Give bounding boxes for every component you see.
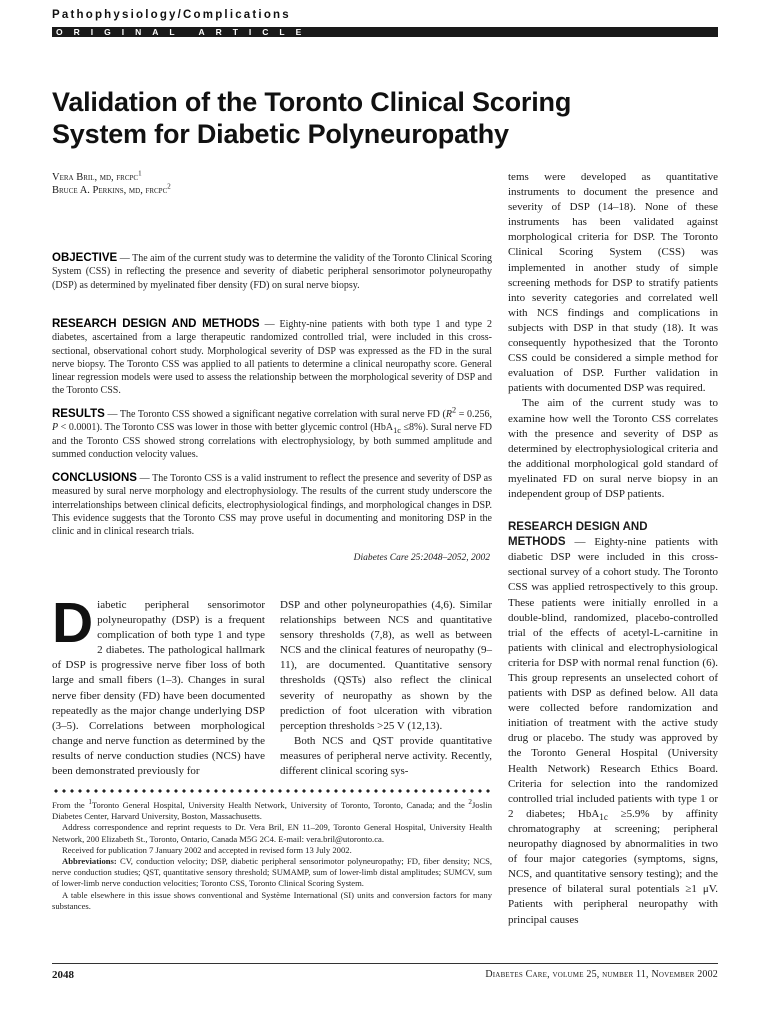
abstract-conclusions bbox=[52, 472, 492, 538]
results-text-3: < 0.0001). The Toronto CSS was lower in those with better glycemic control (HbA bbox=[58, 422, 394, 434]
objective-heading: OBJECTIVE bbox=[52, 252, 118, 264]
table-note: A table elsewhere in this issue shows conventional and Système International (SI) units and conversion factors for many substances. bbox=[52, 889, 492, 911]
correspondence-address: Address correspondence and reprint requests to Dr. Vera Bril, EN 11–209, Toronto General Hospital, University Health Network, 200 Elizabeth St., Toronto, Ontario, Canada M5G 2C4. E-mail: vera.bril@utoronto.ca. bbox=[52, 822, 492, 844]
footnote-separator bbox=[52, 788, 492, 794]
author-1-affil: 1 bbox=[138, 169, 142, 178]
affil-text-b: Toronto General Hospital, University Health Network, University of Toronto, Toronto, Canada; and the bbox=[91, 800, 469, 810]
methods-heading: RESEARCH DESIGN AND METHODS bbox=[52, 318, 260, 330]
affil-text-c: Joslin Diabetes Center, Harvard University, Boston, Massachusetts. bbox=[52, 800, 492, 822]
methods-paragraph-a: — Eighty-nine patients with diabetic DSP were included in this cross-sectional survey of a cohort study. The Toronto CSS was applied retrospectively to this group. These patients were initially enrolled in a double-blind, randomized, placebo-controlled trial of the effects of acetyl-L-carnitine in patients with clinical and electrophysiological criteria for DSP with normal renal function (6). This group represents an unselected cohort of patients with DSP as defined below. All data were collected before randomization and initiation of treatment with the active study drug or placebo. The study was approved by the Toronto General Hospital (University Health Network) Research Ethics Board. Criteria for selection into the randomized controlled trial included patients with type 1 or 2 diabetes; HbA bbox=[508, 536, 718, 820]
results-text-4: ≤8%). Sural nerve FD and the Toronto CSS showed strong correlations with electrophysiology, by both summed amplitude and summed conduction velocity values. bbox=[52, 422, 493, 460]
article-type-bar: ORIGINAL ARTICLE bbox=[52, 27, 718, 37]
author-1: Vera Bril, md, frcpc bbox=[52, 172, 139, 183]
author-2: Bruce A. Perkins, md, frcpc bbox=[52, 185, 168, 196]
body-column-1 bbox=[52, 591, 265, 779]
abstract-methods bbox=[52, 318, 492, 398]
abstract-results bbox=[52, 405, 493, 461]
intro-paragraph-5: The aim of the current study was to examine how well the Toronto CSS correlates with the presence and severity of DSP as determined by electrophysiological criteria and the additional morphological gold standard of myelinated FD on sural nerve biopsy in an independent group of DSP patients. bbox=[508, 397, 718, 500]
author-list bbox=[52, 171, 171, 197]
methods-section-heading-2: METHODS bbox=[508, 536, 566, 549]
results-hba1c-sub: 1c bbox=[393, 426, 401, 436]
methods-paragraph-b: ≥5.9% by affinity chromatography at screening; peripheral neuropathy diagnosed by abnormalities in two of four major categories (symptoms, signs, NCS, and quantitative sensory testing); and the presence of bilateral sural potentials ≥1 μV. Patients with peripheral neuropathy with principal causes bbox=[508, 807, 718, 926]
results-r2: R bbox=[445, 409, 452, 420]
body-column-3 bbox=[508, 170, 718, 928]
results-p: P bbox=[52, 422, 59, 434]
methods-section-heading-1: RESEARCH DESIGN AND bbox=[508, 521, 648, 534]
affiliations bbox=[52, 800, 492, 822]
abstract-objective bbox=[52, 252, 492, 292]
conclusions-text: — The Toronto CSS is a valid instrument to reflect the presence and severity of DSP as measured by sural nerve morphology and electrophysiology. The results of the current study underscore the interrelationships between clinical deficits, electrophysiological findings, and morphological changes in DSP. This evidence suggests that the Toronto CSS may prove useful in documenting and monitoring DSP in the clinic and in clinical research trials. bbox=[52, 473, 492, 538]
methods-text: — Eighty-nine patients with both type 1 and type 2 diabetes, ascertained from a large therapeutic randomized controlled trial, were included in this cross-sectional, observational cohort study. Morphological severity of DSP was expressed as the FD in the sural nerve biopsy. The Toronto CSS was applied to all patients to determine a clinical neuropathy score. General linear regression models were used to assess the relationship between the morphological severity of DSP and the Toronto CSS. bbox=[52, 319, 493, 397]
results-r2-sup: 2 bbox=[451, 405, 457, 415]
drop-cap: D bbox=[52, 591, 94, 655]
author-2-affil: 2 bbox=[167, 182, 171, 191]
body-column-2 bbox=[280, 598, 492, 779]
methods-section bbox=[508, 520, 718, 928]
footnotes bbox=[52, 800, 492, 912]
affil-sup-1: 1 bbox=[88, 798, 92, 807]
results-text-1: — The Toronto CSS showed a significant negative correlation with sural nerve FD ( bbox=[104, 409, 446, 420]
footer-rule bbox=[52, 963, 718, 964]
objective-text: — The aim of the current study was to determine the validity of the Toronto Clinical Scoring System (CSS) in reflecting the presence and severity of diabetic peripheral sensorimotor polyneuropathy (DSP) as determined by myelinated fiber density (FD) on sural nerve biopsy. bbox=[52, 253, 492, 291]
section-label: Pathophysiology/Complications bbox=[52, 9, 291, 21]
abbreviations-text: CV, conduction velocity; DSP, diabetic peripheral sensorimotor polyneuropathy; FD, fiber density; NCS, nerve conduction studies; QST, quantitative sensory threshold; SUMAMP, sum of lower-limb distal amplitudes; SUMCV, sum of lower-limb nerve conduction velocities; Toronto CSS, Toronto Clinical Scoring System. bbox=[52, 856, 492, 889]
intro-paragraph-3: Both NCS and QST provide quantitative measures of peripheral nerve activity. Recently, different clinical scoring sys- bbox=[280, 734, 492, 778]
abbreviations bbox=[52, 856, 492, 890]
intro-paragraph-2: DSP and other polyneuropathies (4,6). Similar relationships between NCS and quantitative sensory thresholds (7,8), as well as between NCS and the clinical features of neuropathy (9–11), are documented. Quantitative sensory thresholds (QSTs) also reflect the clinical severity of neuropathy as shown by the prediction of foot ulceration with vibration perception thresholds >25 V (12,13). bbox=[280, 599, 492, 732]
journal-citation: Diabetes Care 25:2048–2052, 2002 bbox=[353, 553, 490, 563]
journal-footer: Diabetes Care, volume 25, number 11, November 2002 bbox=[485, 969, 718, 980]
abbreviations-heading: Abbreviations: bbox=[62, 856, 117, 867]
page-number: 2048 bbox=[52, 969, 74, 981]
intro-paragraph-4: tems were developed as quantitative instruments to document the presence and severity of DSP (14–18). None of these instruments has been validated against morphological criteria for DSP. The Toronto Clinical Scoring System (CSS) was implemented in another study of simple screening methods for DSP to stratify patients into severity categories and correlated well with NCS findings and complications in subjects with DSP in that study (18). It was consequently hypothesized that the Toronto CSS could be considered a simple method for evaluation of DSP. Further validation in patients with documented DSP was required. bbox=[508, 171, 718, 395]
conclusions-heading: CONCLUSIONS bbox=[52, 472, 137, 484]
intro-paragraph: iabetic peripheral sensorimotor polyneuropathy (DSP) is a frequent complication of both type 1 and type 2 diabetes. The pathological hallmark of DSP is progressive nerve fiber loss of both large and small fibers (1–3). Changes in sural nerve fiber density (FD) have been documented repeatedly as the major change underlying DSP (3–5). Correlations between morphological change and nerve function as determined by the results of nerve conduction studies (NCS) have been demonstrated previously for bbox=[52, 599, 265, 778]
affil-text-a: From the bbox=[52, 800, 89, 810]
article-title bbox=[52, 86, 718, 150]
title-line-1: Validation of the Toronto Clinical Scoring bbox=[52, 87, 572, 117]
received-date: Received for publication 7 January 2002 and accepted in revised form 13 July 2002. bbox=[62, 844, 352, 855]
methods-hba1c-sub: 1c bbox=[599, 812, 608, 823]
affil-sup-2: 2 bbox=[468, 798, 472, 807]
results-heading: RESULTS bbox=[52, 408, 105, 420]
results-text-2: = 0.256, bbox=[456, 409, 493, 420]
title-line-2: System for Diabetic Polyneuropathy bbox=[52, 119, 509, 149]
